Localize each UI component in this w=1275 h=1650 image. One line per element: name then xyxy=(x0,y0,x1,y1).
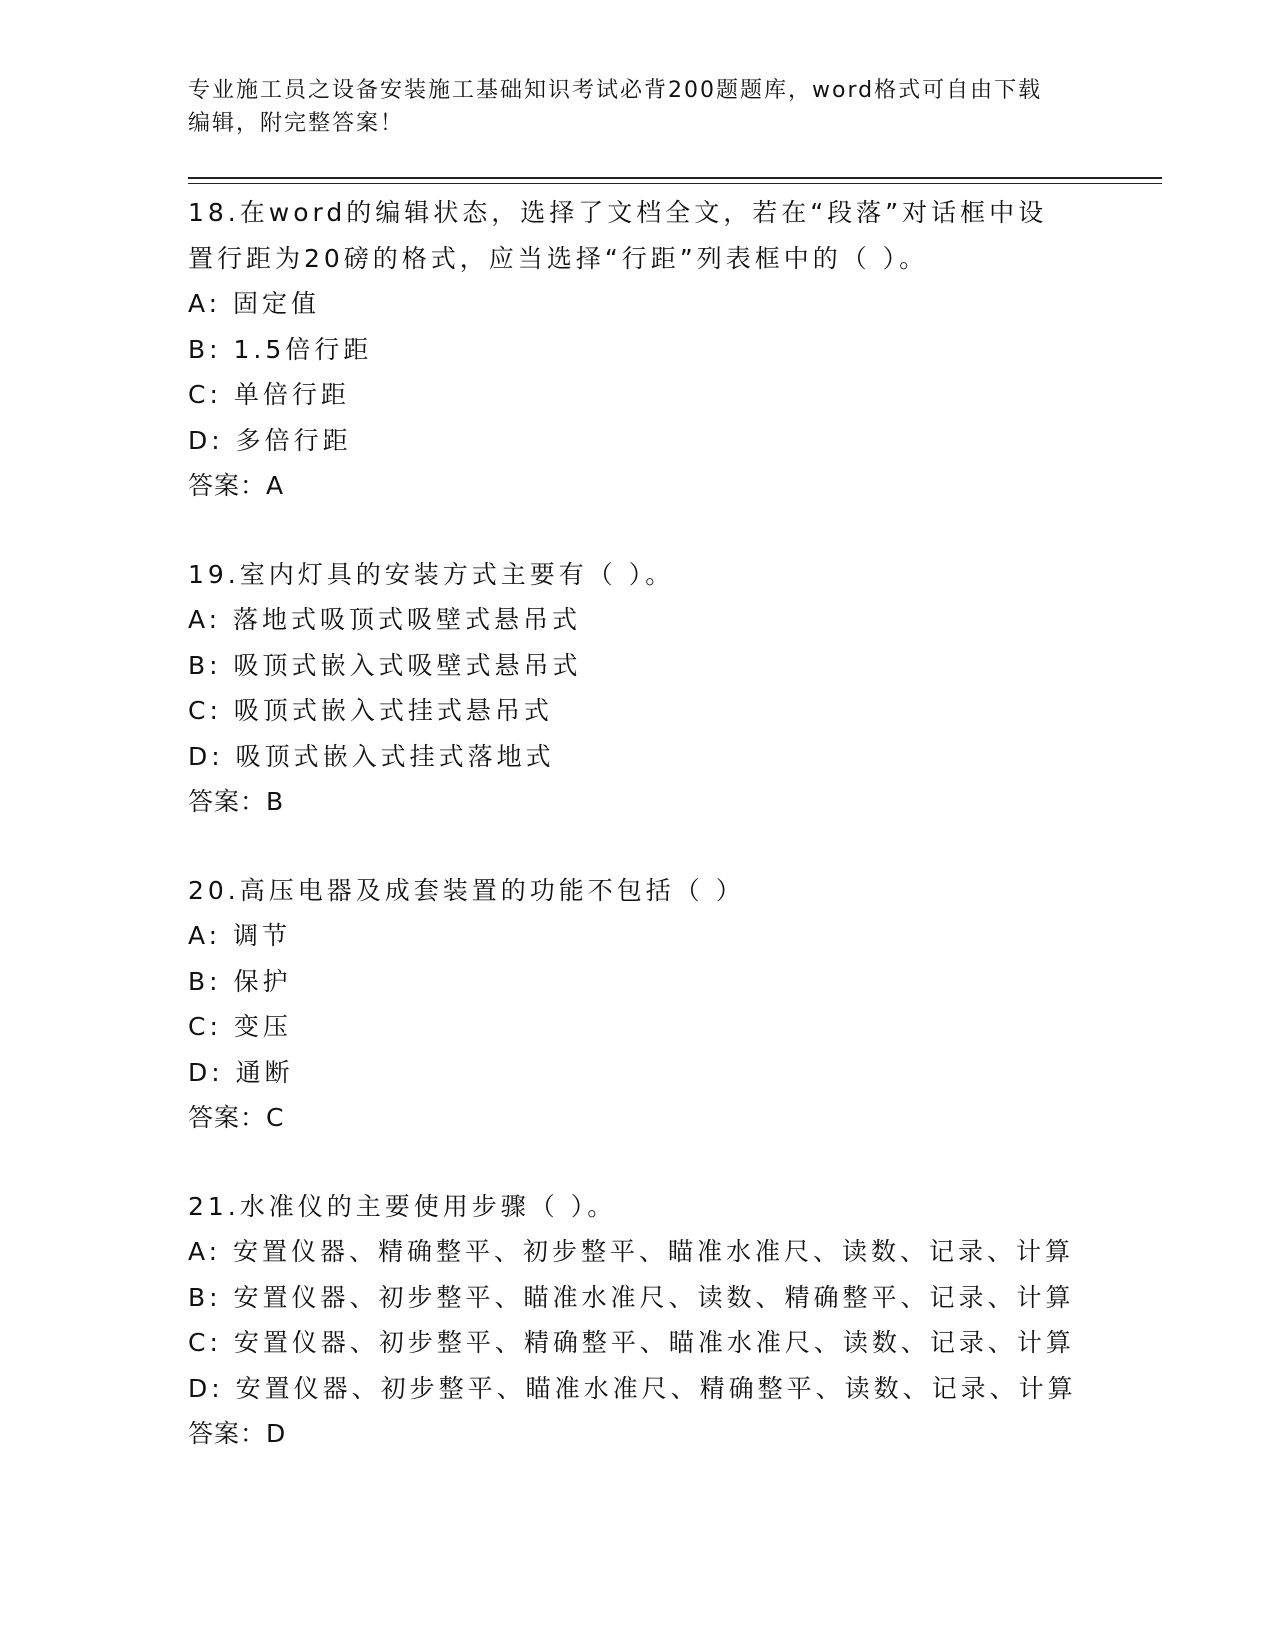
option-b: B: 吸顶式嵌入式吸壁式悬吊式 xyxy=(188,650,582,680)
question-20 xyxy=(188,868,1128,1141)
option-b: B: 保护 xyxy=(188,966,292,996)
header-line-2: 编辑，附完整答案！ xyxy=(188,111,405,136)
question-21 xyxy=(188,1184,1128,1457)
answer: 答案：B xyxy=(188,787,285,816)
option-a: A: 调节 xyxy=(188,921,292,950)
answer: 答案：C xyxy=(188,1103,285,1132)
option-c: C: 吸顶式嵌入式挂式悬吊式 xyxy=(188,696,553,725)
question-19 xyxy=(188,552,1128,825)
option-d: D: 吸顶式嵌入式挂式落地式 xyxy=(188,741,555,771)
answer: 答案：D xyxy=(188,1419,287,1448)
document-header xyxy=(188,74,1088,140)
option-d: D: 安置仪器、初步整平、瞄准水准尺、精确整平、读数、记录、计算 xyxy=(188,1373,1077,1403)
option-d: D: 多倍行距 xyxy=(188,425,352,455)
question-stem: 18.在word的编辑状态，选择了文档全文，若在“段落”对话框中设 xyxy=(188,198,1048,227)
answer: 答案：A xyxy=(188,471,285,500)
option-b: B: 1.5倍行距 xyxy=(188,334,373,364)
option-c: C: 变压 xyxy=(188,1012,292,1041)
option-d: D: 通断 xyxy=(188,1057,294,1087)
question-18 xyxy=(188,190,1128,509)
option-a: A: 落地式吸顶式吸壁式悬吊式 xyxy=(188,605,582,634)
question-stem: 21.水准仪的主要使用步骤（ ）。 xyxy=(188,1191,617,1221)
question-stem: 19.室内灯具的安装方式主要有（ ）。 xyxy=(188,559,675,589)
header-divider-thick xyxy=(188,177,1162,179)
option-a: A: 固定值 xyxy=(188,289,321,318)
option-b: B: 安置仪器、初步整平、瞄准水准尺、读数、精确整平、记录、计算 xyxy=(188,1282,1075,1312)
question-list xyxy=(188,190,1128,1500)
question-stem: 20.高压电器及成套装置的功能不包括（ ） xyxy=(188,875,745,905)
option-c: C: 单倍行距 xyxy=(188,380,350,409)
option-a: A: 安置仪器、精确整平、初步整平、瞄准水准尺、读数、记录、计算 xyxy=(188,1237,1075,1266)
header-line-1: 专业施工员之设备安装施工基础知识考试必背200题题库，word格式可自由下载 xyxy=(188,78,1043,103)
option-c: C: 安置仪器、初步整平、精确整平、瞄准水准尺、读数、记录、计算 xyxy=(188,1328,1075,1357)
header-divider-thin xyxy=(188,183,1162,184)
question-stem-continued: 置行距为20磅的格式，应当选择“行距”列表框中的（ ）。 xyxy=(188,243,929,273)
